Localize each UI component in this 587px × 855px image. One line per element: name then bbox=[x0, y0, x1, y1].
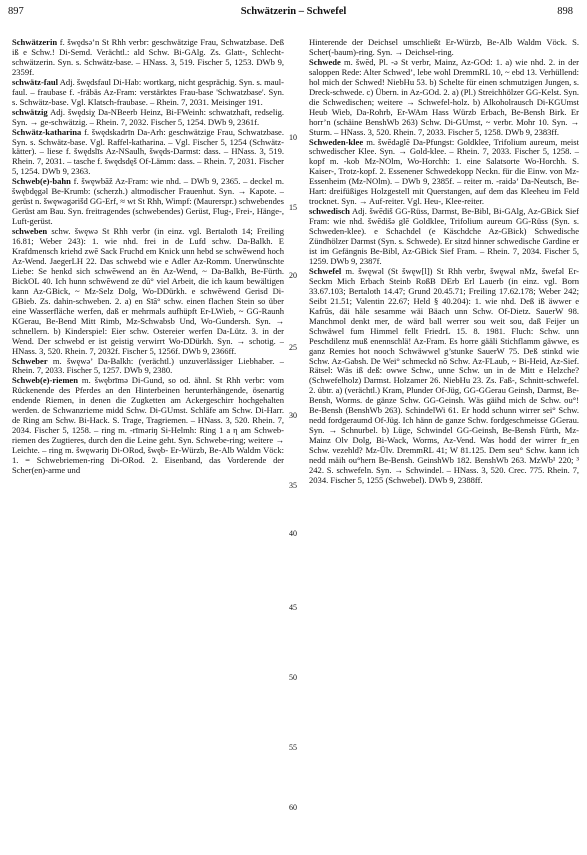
headword: Schwefel bbox=[309, 265, 342, 276]
dictionary-entry bbox=[12, 227, 284, 356]
dictionary-entry bbox=[309, 58, 579, 138]
entry-text: m. šwębrīmǝ Di-Gund, so od. ähnl. St Rhh verbr: vom Rückenende des Pferdes an den Hinterbeinen herunterhängende, ösenartig endende Riemen, in denen die Zugketten am Ackergeschirr hochgehalten werden. de Schwanzrieme midd Schw. Di-GUmst. Schläfe am Schw. Di-Harr. de Ring am Schw. Bi-Hack. S. Trage, Tragriemen. – HNass. 3, 520. Rhein. 7, 2034. Fischer 5, 1258. – ring m. -rīmǝriŋ Si-Helmh: Ring 1 a η am Schweb-riemen des Zugtieres, durch den die Leine geht. Syn. Schwebe-ring; weitere → Leichte. – ring m. šwęwǝriŋ Di-ORod, šwęb- Er-Würzb, Be-Alb Waldm Vöck: 1. = Schwebriemen-ring Di-ORod. 2. Eisenband, das Vorderende der Scher(en)-arme und bbox=[12, 375, 284, 475]
page-header bbox=[0, 6, 587, 22]
dictionary-entry bbox=[309, 207, 579, 267]
line-number: 30 bbox=[289, 411, 297, 420]
headword: Schwede bbox=[309, 56, 341, 67]
dictionary-entry bbox=[12, 177, 284, 227]
line-number: 35 bbox=[289, 481, 297, 490]
dictionary-entry bbox=[12, 128, 284, 178]
dictionary-entry bbox=[309, 267, 579, 486]
entry-text: f. šwędsǝ’n St Rhh verbr: geschwätzige Frau, Schwatzbase. Deß iß e Schw.! Di-Semd. Verächtl.: ald Schw. Bi-GAlg. Zs. Glatt-, Schlecht-schwätzerin. Syn. s. Schwätz-base. – HNass. 3, 519. Fischer 5, 1253. DWb 9, 2359f. bbox=[12, 38, 284, 77]
running-title: Schwätzerin – Schwefel bbox=[240, 6, 347, 17]
headword: Schweb(e)-bahn bbox=[12, 176, 71, 187]
page-number-right: 898 bbox=[557, 6, 573, 17]
entry-text: m. šwēd, Pl. -ǝ St verbr, Mainz, Az-GOd: 1. a) wie nhd. 2. in der saloppen Rede: Alter Schwed’, lebe wohl DremmRL 10, ~ ebd 13. Verhüllend: hol mich der Schwed! NiebHu 53. b) Schelte für einen schmutzigen Jungen, s. Dreck-schwede. c) Übern. in Az-GOd. 2. a) (Pl.) Streichhölzer GG-Kelst. Syn. die Schwedischen; weitere → Schwefel-holz. b) Alkoholrausch Di-KGUmst Heub Wieb, Da-Rohrb, Er-WAm Hass Würzb Erbach, Be-Bensh Birk. Er horr’n (schäine BenshWb 263) Schw. Di-GUmst, ~ verbr. Mohr 10. Syn. → Sturm. – HNass. 3, 520. Rhein. 7, 2033. Fischer 5, 1258. DWb 9, 2383ff. bbox=[309, 56, 579, 137]
headword: schwätzig bbox=[12, 106, 48, 117]
dictionary-entry bbox=[12, 376, 284, 476]
line-number: 25 bbox=[289, 343, 297, 352]
entry-text: Adj. šwędsiχ Da-NBeerb Heinz, Bi-FWeinh: schwatzhaft, redselig. Syn. → ge-schwätzig. – Rhein. 7, 2032. Fischer 5, 1254. DWb 9, 2361f. bbox=[12, 106, 284, 127]
entry-text: m. šwęwǝl (St šwęw[l]) St Rhh verbr, šwęwǝl nMz, šwefǝl Er-Seckm Mich Erbach Steinb RoßB DErb Erl Lauerb (in einz. vgl. Born 33.67.103; Bertaloth 14.47; Grund 20.45.71; Freiling 17.62.178; Weber 242; Seibt 21.51; Valentin 22.67; Held § 40.204): 1. wie nhd. Deß iß äwwer e Kafrūs, däi häle sesamme wäi Bäach unn Schw. Of-Dietz. SauerW 98. Manchmol denkt mer, de wärd ball werrer sou weit sou, daß Feijer un Schwäwel fum Himmel fellt FriedrL 15. 8. 1981. Fluch: Schw. unn Peschdilenz muß enennschlä! Az-Fram. Es horre gääli Stichflamm gäwwe, es ganz Remies hot nooch Schwäwwel g’stunke SauerW 75. Deß stinkd wie Schw. Az-Gabsh. De Wei° schmeckd nō Schw. Az-FLaub, ~ Bi-Heid, Az-Sief. Rätsel: Wäs iß deß: owwe Schw., unne Schw. un in de Mitt e Helzche? (Schwefelholz) Darmst. Holzamer 26. NiebHu 23. Zs. Faß-, Schnitt-schwefel. 2. übtr. a) (verächtl.) Kram, Plunder Of-Jüg, GG-GGerau Geinsh, Darmst, Be-Bensh, Worms. de gänze Schw. GG-Geinsh. Wäs gäihd mich de Schw. ou°! Be-Bensh (BenshWb 263). SchindelWi 61. Er hodd schunn wirrer sei° Schw. nedd fordgeraumd Of-Jüg. Ich hänn de ganze Schw. fordgeschmeisse GGerau. Syn. → Schnurbel. b) Lüge, Schwindel GG-Geinsh, Be-Bensh Fürth, Mz-Mainz Olv Dolg, Bi-Wack, Worms, Az-Vend. Was hodd der wirrer fr_en Schw. vezehld? Mz-Ülv. DremmRL 41; W 81.125. Dem seu° Schw. kann ich nedd mäih ou°hern Be-Bensh. GeinshWb 182. BenshWb 263. MzWb¹ 220; ³ 242. S. schwefeln. Syn. → Schwindel. – HNass. 3, 520. Crec. 775. Rhein. 7, 2034. Fischer 5, 1255 (Schwebel). DWb 9, 2388ff. bbox=[309, 265, 579, 485]
entry-text: Adj. šwędsfaul Di-Hab: wortkarg, nicht gesprächig. Syn. s. maul-faul. – fraubase f. -fräbäs Az-Fram: verstärktes Frau-base 'Schwatzbase'. Syn. s. Schwätz-base. Vgl. Klatsch-fraubase. – Rhein. 7, 2031. Meisinger 191. bbox=[12, 76, 284, 107]
headword: Schwätz-katharina bbox=[12, 126, 82, 137]
headword: Schweden-klee bbox=[309, 136, 364, 147]
line-number: 45 bbox=[289, 603, 297, 612]
entry-text: Adj. šwēdiš GG-Rüss, Darmst, Be-Bibl, Bi-GAlg, Az-GBick Sief Fram: wie nhd. šwēdišǝ glē Goldklee, Trifolium aureum GG-Rüss (Syn. s. Schweden-klee). e Schachdel (e Käschdche Az-GBick) Schwedische Zündhölzer Darmst (Syn. s. Schwede). Er sitzd hinner schwedische Gardine er ist im Gefängnis Be-Bibl, Az-GBick Sief Fram. – Rhein. 7, 2034. Fischer 5, 1259. DWb 9, 2387f. bbox=[309, 206, 579, 266]
headword: schweben bbox=[12, 226, 48, 237]
dictionary-entry bbox=[12, 357, 284, 377]
headword: Schwätzerin bbox=[12, 38, 58, 47]
line-number: 40 bbox=[289, 529, 297, 538]
dictionary-entry bbox=[309, 38, 579, 58]
line-numbers bbox=[289, 38, 305, 846]
dictionary-entry bbox=[12, 108, 284, 128]
dictionary-entry bbox=[309, 138, 579, 208]
dictionary-entry bbox=[12, 38, 284, 78]
entry-text: f. šwęwbāž Az-Fram: wie nhd. – DWb 9, 2365. – deckel m. šwębdęgǝl Be-Krumb: (scherzh.) altmodischer Frauenhut. Syn. → Kapote. – gerüst n. šwęwǝgǝrišd GG-Erf, ≈ wt St Rhh, Wimpf: (Maurerspr.) schwebendes Gerüst am Bau. Syn. freitragendes (schwebendes) Gerüst, Flug-, Frei-, Hänge-, Luft-gerüst. bbox=[12, 176, 284, 227]
entry-text: Hinterende der Deichsel umschließt Er-Würzb, Be-Alb Waldm Vöck. S. Scher(-baum)-ring. Syn. → Deichsel-ring. bbox=[309, 38, 579, 57]
right-column bbox=[309, 38, 579, 846]
left-column bbox=[12, 38, 284, 846]
headword: Schweb(e)-riemen bbox=[12, 375, 78, 386]
headword: schwätz-faul bbox=[12, 76, 59, 87]
dictionary-entry bbox=[12, 78, 284, 108]
page-number-left: 897 bbox=[8, 6, 24, 17]
line-number: 60 bbox=[289, 803, 297, 812]
line-number: 55 bbox=[289, 743, 297, 752]
entry-text: m. šwēdǝglē Da-Pfungst: Goldklee, Trifolium aureum, meist schwedischer Klee. Syn. → Gold-klee. – Rhein. 7, 2033. Fischer 5, 1258. – kopf m. -kob Mz-NOlm, Wo-Horchh: 1. eine Salatsorte Wo-Horchh. S. Kaiser-, Trotz-kopf. 2. Essenener Schwedekopp Neckn. für die Einw. von Mz-Essenheim (Mz-NOlm). – DWb 9, 2385f. – reiter m. -raidǝ’ Da-Neutsch, Be-Hart: dreifüßiges Holzgestell mit Querstangen, auf dem das Kleeheu im Feld trocknet. Syn. → Auf-reiter. Vgl. Heu-, Klee-reiter. bbox=[309, 136, 579, 207]
line-number: 15 bbox=[289, 203, 297, 212]
headword: Schweber bbox=[12, 355, 48, 366]
line-number: 20 bbox=[289, 271, 297, 280]
line-number: 10 bbox=[289, 133, 297, 142]
line-number: 50 bbox=[289, 673, 297, 682]
entry-text: f. šwędskadrīn Da-Arh: geschwätzige Frau, Schwatzbase. Syn. s. Schwätz-base. Vgl. Raffel-katharina. – Vgl. Fischer 5, 1254 (Schwätz-kätter). – liese f. šwędslīs Az-NSaulh, šwęds-Darmst: dass. – HNass. 3, 519. Rhein. 7, 2031. – tasche f. šwędsdęš Of-Lämm: dass. – Rhein. 7, 2031. Fischer 5, 1254. DWb 9, 2363. bbox=[12, 126, 284, 177]
entry-text: schw. šwęwǝ St Rhh verbr (in einz. vgl. Bertaloth 14; Freiling 16.81; Weber 243): 1. wie nhd. frei in de Lufd schw. Da-Balkh. E Krafdmensch kriehd zwē Sack Fruchd em Knick unn hebd se schwēwend hoch Az-Wend. JaegerLH 22. Das schwebd wie e Adler Az-Romm. Unerwünschte Liebe: Se henkd sich schwēwend an ën Az-Wend, ~ Da-Balkh, Be-Fürth. BickOL 40. Ich hunn schwēwend ze dū° viel Arbeit, die ich kaum bewältigen kann Az-GBick, ~ Mz-Selz Dolg, Wo-DDürkh. e schwēwend Gerisd Di-GBieb. Zs. dahin-schweben. 2. a) en Sīā° schw. einen flachen Stein so über eine Wasserfläche werfen, daß er mehrmals aufhüpft Er-LWieb, ~ GG-Raunh KGerau, Be-Bend Mitt Rimb, Mz-Schwabsb Und, Wo-Gundersh. Syn. → schnellern. b) Kinderspiel: Eier schw. Ostereier werfen Da-Lütz. 3. in der Wend. Der schwebd er ist geistig verwirrt Wo-DDürkh. Syn. → schotig. – HNass. 3, 520. Rhein. 7, 2032f. Fischer 5, 1256f. DWb 9, 2366ff. bbox=[12, 226, 284, 356]
entry-text: m. šwęwǝ’ Da-Balkh: (verächtl.) unzuverlässiger Liebhaber. – Rhein. 7, 2033. Fischer 5, 1257. DWb 9, 2380. bbox=[12, 355, 284, 376]
headword: schwedisch bbox=[309, 206, 350, 217]
